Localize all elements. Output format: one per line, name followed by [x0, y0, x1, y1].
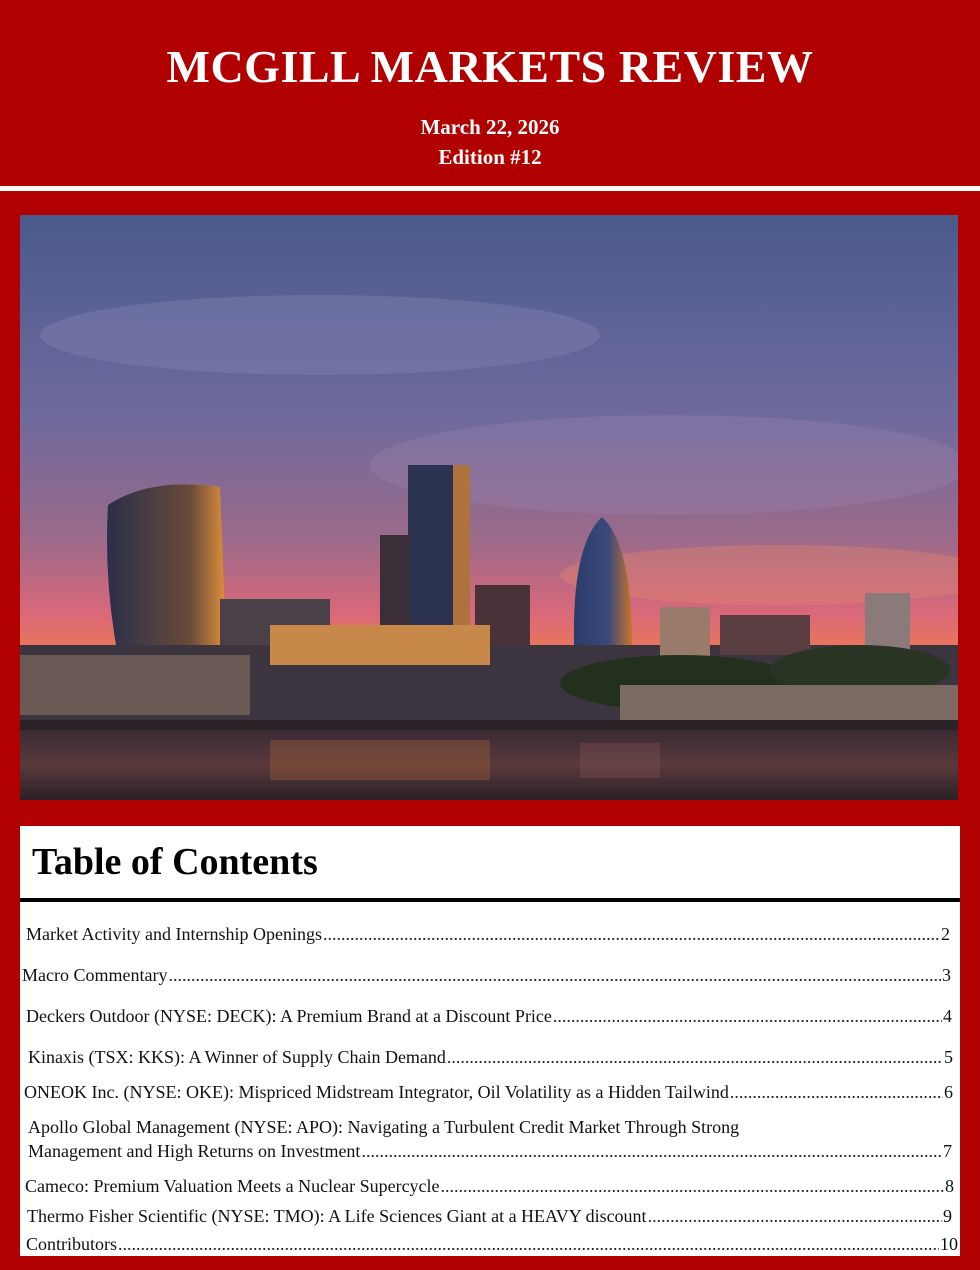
- masthead-divider: [0, 186, 980, 191]
- publication-title: MCGILL MARKETS REVIEW: [166, 41, 814, 92]
- toc-entry-page: 2: [941, 924, 950, 944]
- toc-entry-title-continued: Management and High Returns on Investment: [28, 1141, 361, 1161]
- toc-entry[interactable]: [28, 1115, 952, 1163]
- toc-entry-title: Contributors: [26, 1234, 118, 1254]
- toc-entry[interactable]: [25, 1174, 954, 1198]
- toc-leader: [441, 1174, 944, 1198]
- toc-entry-title: ONEOK Inc. (NYSE: OKE): Mispriced Midstream Integrator, Oil Volatility as a Hidden Tailwind: [24, 1082, 729, 1102]
- toc-leader: [447, 1045, 943, 1069]
- toc-entry[interactable]: [26, 922, 950, 946]
- toc-leader: [553, 1004, 942, 1028]
- toc-entry-page: 5: [944, 1047, 953, 1067]
- toc-entry[interactable]: [26, 1232, 958, 1256]
- toc-entry-title: Macro Commentary: [22, 965, 168, 985]
- toc-leader: [648, 1204, 942, 1228]
- cover-photo: [20, 215, 958, 800]
- toc-entry[interactable]: [26, 1004, 952, 1028]
- toc-leader: [118, 1232, 939, 1256]
- toc-leader: [361, 1139, 942, 1163]
- toc-entry-title: Apollo Global Management (NYSE: APO): Navigating a Turbulent Credit Market Through Strong: [28, 1117, 740, 1137]
- issue-edition: Edition #12: [438, 145, 542, 169]
- issue-date: March 22, 2026: [420, 115, 560, 139]
- toc-entry-title: Cameco: Premium Valuation Meets a Nuclear Supercycle: [25, 1176, 440, 1196]
- toc-entry-title: Deckers Outdoor (NYSE: DECK): A Premium Brand at a Discount Price: [26, 1006, 552, 1026]
- toc-entry[interactable]: [28, 1045, 953, 1069]
- masthead: [0, 0, 980, 186]
- toc-entry-title: Thermo Fisher Scientific (NYSE: TMO): A Life Sciences Giant at a HEAVY discount: [27, 1206, 647, 1226]
- toc-entry-page: 3: [942, 965, 951, 985]
- toc-leader: [730, 1080, 943, 1104]
- toc-entry-page: 6: [944, 1082, 953, 1102]
- toc-leader: [323, 922, 940, 946]
- toc-entry-title: Kinaxis (TSX: KKS): A Winner of Supply Chain Demand: [28, 1047, 446, 1067]
- toc-entry[interactable]: [24, 1080, 953, 1104]
- toc-entry-page: 4: [943, 1006, 952, 1026]
- toc-entry-page: 9: [943, 1206, 952, 1226]
- toc-entry[interactable]: [27, 1204, 952, 1228]
- toc-entry-page: 7: [943, 1141, 952, 1161]
- toc-divider: [20, 898, 960, 902]
- toc-heading: Table of Contents: [32, 841, 318, 883]
- toc-entry-title: Market Activity and Internship Openings: [26, 924, 322, 944]
- toc-entry-page: 10: [940, 1234, 958, 1254]
- toc-entry-page: 8: [945, 1176, 954, 1196]
- toc-leader: [168, 963, 941, 987]
- city-skyline-image: [20, 215, 958, 800]
- table-of-contents: [20, 826, 960, 1256]
- toc-entry[interactable]: [22, 963, 951, 987]
